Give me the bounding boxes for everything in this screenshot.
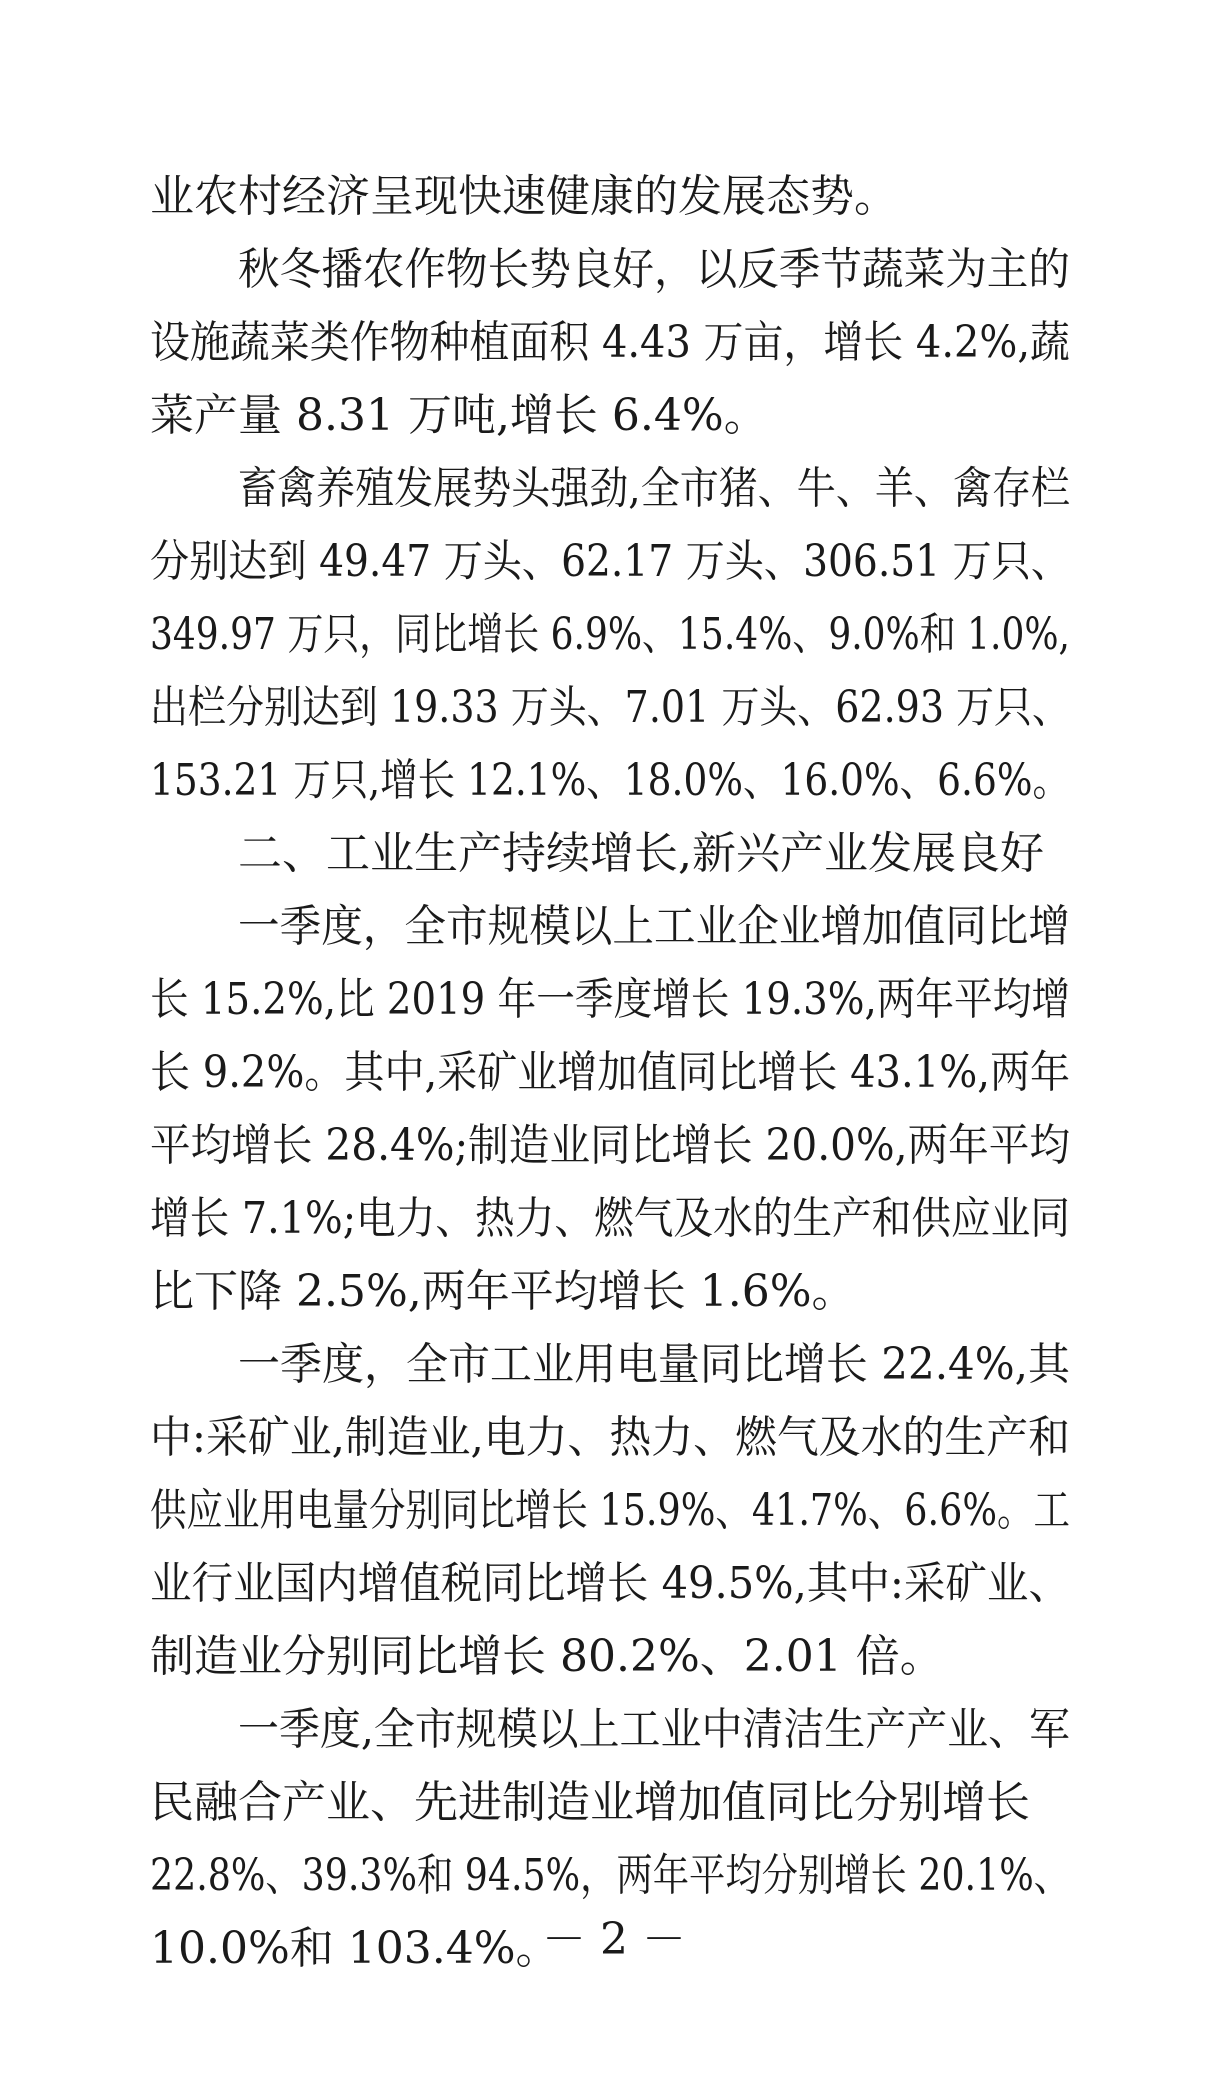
- text-line: 10.0%和 103.4%。: [150, 1923, 560, 1974]
- text-line: 长 15.2%,比 2019 年一季度增长 19.3%,两年平均增: [150, 974, 1070, 1025]
- text-line: 出栏分别达到 19.33 万头、7.01 万头、62.93 万只、: [150, 682, 1070, 733]
- text-line: 畜禽养殖发展势头强劲,全市猪、牛、羊、禽存栏: [238, 463, 1070, 514]
- page-number: － 2 －: [542, 1914, 686, 1965]
- text-line: 增长 7.1%;电力、热力、燃气及水的生产和供应业同: [150, 1193, 1070, 1244]
- text-line: 供应业用电量分别同比增长 15.9%、41.7%、6.6%。工: [150, 1485, 1070, 1536]
- text-line: 长 9.2%。其中,采矿业增加值同比增长 43.1%,两年: [150, 1047, 1070, 1098]
- text-line: 业农村经济呈现快速健康的发展态势。: [150, 171, 898, 222]
- document-body: [150, 160, 1070, 1985]
- text-line: 一季度，全市工业用电量同比增长 22.4%,其: [238, 1339, 1070, 1390]
- text-line: 菜产量 8.31 万吨,增长 6.4%。: [150, 390, 768, 441]
- text-line: 分别达到 49.47 万头、62.17 万头、306.51 万只、: [150, 536, 1070, 587]
- text-line: 349.97 万只，同比增长 6.9%、15.4%、9.0%和 1.0%,: [150, 609, 1070, 660]
- text-line: 平均增长 28.4%;制造业同比增长 20.0%,两年平均: [150, 1120, 1070, 1171]
- text-line: 中:采矿业,制造业,电力、热力、燃气及水的生产和: [150, 1412, 1070, 1463]
- text-line: 民融合产业、先进制造业增加值同比分别增长: [150, 1777, 1030, 1828]
- text-line: 一季度,全市规模以上工业中清洁生产产业、军: [238, 1704, 1070, 1755]
- text-line: 153.21 万只,增长 12.1%、18.0%、16.0%、6.6%。: [150, 755, 1070, 806]
- text-line: 比下降 2.5%,两年平均增长 1.6%。: [150, 1266, 856, 1317]
- text-line: 设施蔬菜类作物种植面积 4.43 万亩，增长 4.2%,蔬: [150, 317, 1070, 368]
- text-line: 一季度，全市规模以上工业企业增加值同比增: [238, 901, 1070, 952]
- text-line: 业行业国内增值税同比增长 49.5%,其中:采矿业、: [150, 1558, 1070, 1609]
- text-line: 22.8%、39.3%和 94.5%，两年平均分别增长 20.1%、: [150, 1850, 1070, 1901]
- text-line: 秋冬播农作物长势良好，以反季节蔬菜为主的: [238, 244, 1070, 295]
- text-line: 制造业分别同比增长 80.2%、2.01 倍。: [150, 1631, 944, 1682]
- text-line: 二、工业生产持续增长,新兴产业发展良好: [238, 828, 1044, 879]
